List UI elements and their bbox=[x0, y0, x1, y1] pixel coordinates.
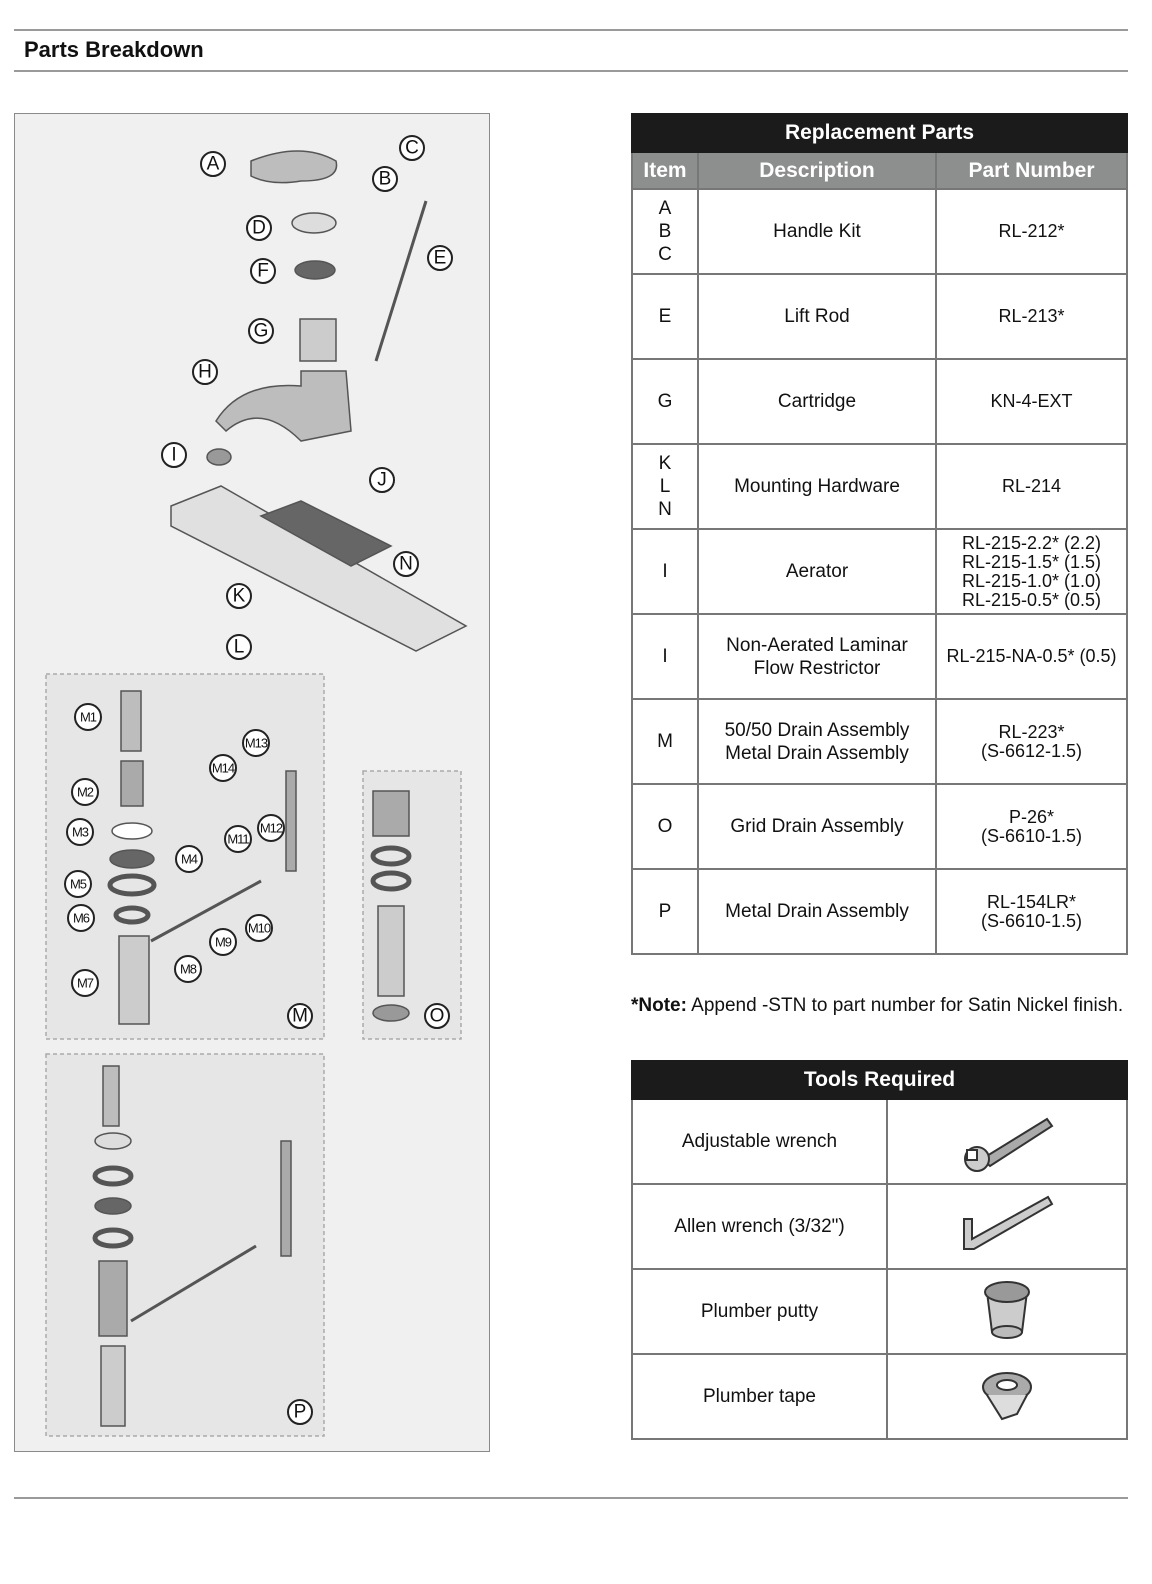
table-row bbox=[632, 699, 1127, 784]
handle bbox=[251, 151, 337, 183]
item-cell: I bbox=[632, 614, 698, 699]
part-number-cell: RL-215-2.2* (2.2) RL-215-1.5* (1.5) RL-215-1.0* (1.0) RL-215-0.5* (0.5) bbox=[936, 529, 1127, 614]
callout-label: M9 bbox=[214, 934, 232, 950]
callout-label: M6 bbox=[72, 910, 90, 926]
m-stopper bbox=[121, 691, 141, 751]
spout-body bbox=[216, 371, 351, 441]
allen-wrench-icon bbox=[887, 1184, 1127, 1269]
m-tailpiece bbox=[119, 936, 149, 1024]
header-part-number: Part Number bbox=[936, 152, 1127, 189]
tool-name: Plumber tape bbox=[632, 1354, 887, 1439]
callout-label: M10 bbox=[247, 920, 271, 936]
header-description: Description bbox=[698, 152, 936, 189]
callout-label: H bbox=[198, 361, 212, 383]
diagram-drawing bbox=[15, 114, 491, 1453]
callout-j bbox=[370, 468, 394, 492]
callout-m8 bbox=[175, 956, 201, 982]
cartridge bbox=[300, 319, 336, 361]
tool-row bbox=[632, 1184, 1127, 1269]
callout-m9 bbox=[210, 929, 236, 955]
description-cell: Lift Rod bbox=[698, 274, 936, 359]
item-cell: O bbox=[632, 784, 698, 869]
m-clevis bbox=[286, 771, 296, 871]
callout-k bbox=[227, 584, 251, 608]
table-title: Replacement Parts bbox=[632, 114, 1127, 152]
callout-h bbox=[193, 360, 217, 384]
callout-d bbox=[247, 216, 271, 240]
tool-name: Plumber putty bbox=[632, 1269, 887, 1354]
tool-row bbox=[632, 1099, 1127, 1184]
item-cell: A B C bbox=[632, 189, 698, 274]
callout-label: M7 bbox=[76, 975, 94, 991]
note-text: Append -STN to part number for Satin Nickel finish. bbox=[686, 995, 1124, 1016]
callout-p bbox=[288, 1400, 312, 1424]
callout-m bbox=[288, 1004, 312, 1028]
table-row bbox=[632, 529, 1127, 614]
callout-label: G bbox=[253, 320, 269, 342]
callout-label: J bbox=[377, 469, 387, 491]
item-cell: P bbox=[632, 869, 698, 954]
description-cell: Handle Kit bbox=[698, 189, 936, 274]
callout-label: E bbox=[433, 247, 447, 269]
callout-e bbox=[428, 246, 452, 270]
callout-label: M5 bbox=[69, 876, 87, 892]
item-cell: E bbox=[632, 274, 698, 359]
header-item: Item bbox=[632, 152, 698, 189]
callout-m5 bbox=[65, 871, 91, 897]
callout-label: C bbox=[405, 137, 419, 159]
callout-label: P bbox=[293, 1401, 307, 1423]
callout-m12 bbox=[258, 815, 284, 841]
callout-o bbox=[425, 1004, 449, 1028]
callout-c bbox=[400, 136, 424, 160]
callout-m11 bbox=[225, 826, 251, 852]
callout-m6 bbox=[68, 905, 94, 931]
callout-g bbox=[249, 319, 273, 343]
table-row bbox=[632, 274, 1127, 359]
callout-m14 bbox=[210, 755, 236, 781]
item-cell: I bbox=[632, 529, 698, 614]
part-number-cell: P-26* (S-6610-1.5) bbox=[936, 784, 1127, 869]
part-number-cell: KN-4-EXT bbox=[936, 359, 1127, 444]
item-cell: K L N bbox=[632, 444, 698, 529]
callout-label: M1 bbox=[79, 709, 97, 725]
description-cell: Grid Drain Assembly bbox=[698, 784, 936, 869]
part-number-cell: RL-214 bbox=[936, 444, 1127, 529]
table-row bbox=[632, 614, 1127, 699]
tool-name: Allen wrench (3/32") bbox=[632, 1184, 887, 1269]
table-row bbox=[632, 359, 1127, 444]
plumber-putty-icon bbox=[887, 1269, 1127, 1354]
description-cell: Metal Drain Assembly bbox=[698, 869, 936, 954]
callout-m2 bbox=[72, 779, 98, 805]
description-cell: Cartridge bbox=[698, 359, 936, 444]
callout-label: M4 bbox=[180, 851, 198, 867]
o-drain bbox=[373, 791, 409, 836]
callout-label: K bbox=[232, 585, 246, 607]
note bbox=[631, 995, 1131, 1017]
replacement-parts-table bbox=[631, 113, 1128, 955]
table-row bbox=[632, 444, 1127, 529]
tools-required-table bbox=[631, 1060, 1128, 1440]
callout-label: M12 bbox=[259, 820, 283, 836]
table-row bbox=[632, 189, 1127, 274]
callout-label: B bbox=[378, 168, 392, 190]
callout-m1 bbox=[75, 704, 101, 730]
callout-b bbox=[373, 167, 397, 191]
part-number-cell: RL-212* bbox=[936, 189, 1127, 274]
part-number-cell: RL-223* (S-6612-1.5) bbox=[936, 699, 1127, 784]
tools-title: Tools Required bbox=[632, 1061, 1127, 1099]
table-row bbox=[632, 784, 1127, 869]
callout-m3 bbox=[67, 819, 93, 845]
description-cell: 50/50 Drain Assembly Metal Drain Assembly bbox=[698, 699, 936, 784]
callout-label: N bbox=[399, 553, 413, 575]
callout-label: I bbox=[171, 444, 177, 466]
part-number-cell: RL-215-NA-0.5* (0.5) bbox=[936, 614, 1127, 699]
description-cell: Mounting Hardware bbox=[698, 444, 936, 529]
plumber-tape-icon bbox=[887, 1354, 1127, 1439]
nut bbox=[295, 261, 335, 279]
m-flange bbox=[121, 761, 143, 806]
adjustable-wrench-icon bbox=[887, 1099, 1127, 1184]
callout-l bbox=[227, 635, 251, 659]
callout-label: M14 bbox=[211, 760, 235, 776]
item-cell: G bbox=[632, 359, 698, 444]
tool-row bbox=[632, 1269, 1127, 1354]
lift-rod bbox=[376, 201, 426, 361]
bottom-rule bbox=[14, 1497, 1128, 1499]
callout-label: D bbox=[252, 217, 266, 239]
callout-m4 bbox=[176, 846, 202, 872]
callout-label: M2 bbox=[76, 784, 94, 800]
callout-label: O bbox=[429, 1005, 445, 1027]
page-title: Parts Breakdown bbox=[24, 37, 204, 62]
top-rule bbox=[14, 29, 1128, 31]
callout-m10 bbox=[246, 915, 272, 941]
description-cell: Aerator bbox=[698, 529, 936, 614]
callout-label: M3 bbox=[71, 824, 89, 840]
exploded-parts-diagram bbox=[14, 113, 490, 1452]
callout-label: M bbox=[292, 1005, 308, 1027]
tool-row bbox=[632, 1354, 1127, 1439]
item-cell: M bbox=[632, 699, 698, 784]
cap bbox=[292, 213, 336, 233]
callout-i bbox=[162, 443, 186, 467]
callout-f bbox=[251, 259, 275, 283]
title-rule bbox=[14, 70, 1128, 72]
callout-label: F bbox=[257, 260, 269, 282]
callout-a bbox=[201, 152, 225, 176]
aerator bbox=[207, 449, 231, 465]
part-number-cell: RL-154LR* (S-6610-1.5) bbox=[936, 869, 1127, 954]
part-number-cell: RL-213* bbox=[936, 274, 1127, 359]
note-label: *Note: bbox=[631, 995, 687, 1016]
callout-label: L bbox=[233, 636, 245, 658]
callout-n bbox=[394, 552, 418, 576]
callout-label: M13 bbox=[244, 735, 268, 751]
callout-m13 bbox=[243, 730, 269, 756]
callout-m7 bbox=[72, 970, 98, 996]
callout-label: M11 bbox=[227, 831, 249, 847]
table-row bbox=[632, 869, 1127, 954]
p-stopper bbox=[103, 1066, 119, 1126]
callout-label: A bbox=[206, 153, 220, 175]
description-cell: Non-Aerated Laminar Flow Restrictor bbox=[698, 614, 936, 699]
tool-name: Adjustable wrench bbox=[632, 1099, 887, 1184]
callout-label: M8 bbox=[179, 961, 197, 977]
